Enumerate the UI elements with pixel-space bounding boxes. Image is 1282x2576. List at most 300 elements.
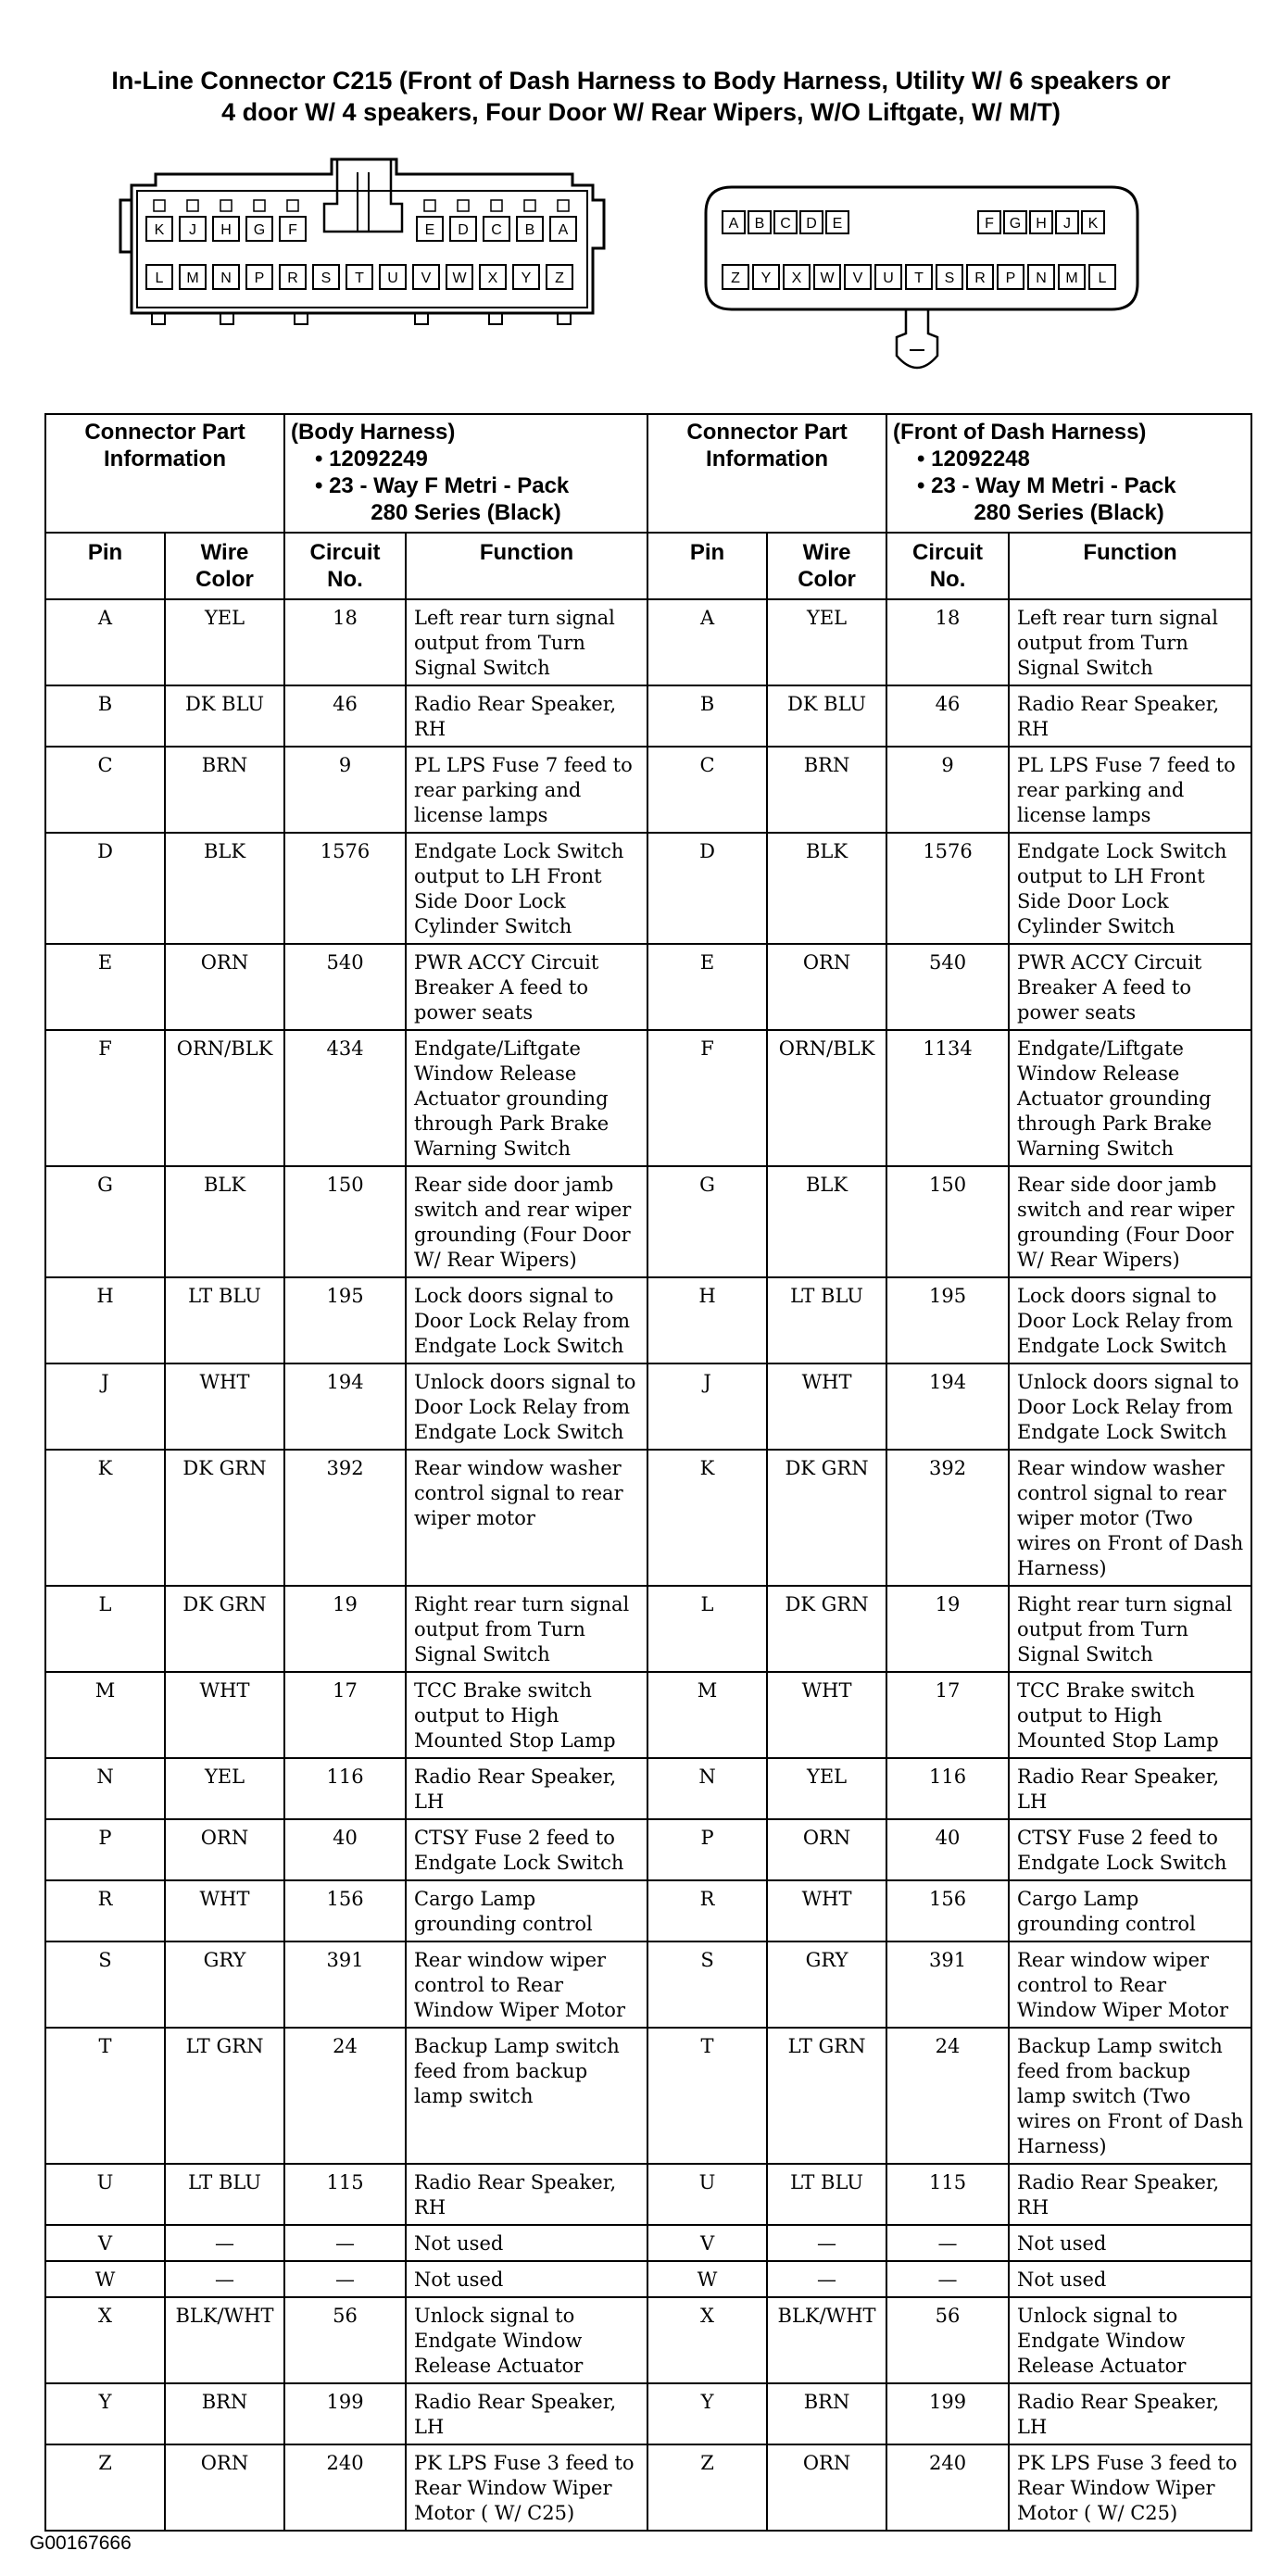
table-row: [45, 2383, 1251, 2444]
left-info-line-2: Information: [104, 446, 226, 471]
connector-pin-K: [1082, 211, 1104, 233]
svg-text:E: E: [424, 222, 435, 238]
pin-cell: S: [647, 1941, 767, 2028]
connector-pin-T: [906, 265, 932, 289]
connector-pin-H: [1030, 211, 1052, 233]
pin-cell: T: [647, 2028, 767, 2164]
connector-pin-L: [146, 265, 172, 289]
function-cell: Radio Rear Speaker, LH: [406, 1758, 647, 1819]
connector-pin-R: [967, 265, 993, 289]
circuit-cell: 9: [886, 747, 1009, 833]
connector-pin-E: [417, 217, 443, 241]
function-cell: Unlock doors signal to Door Lock Relay from Endgate Lock Switch: [406, 1363, 647, 1450]
circuit-cell: 116: [886, 1758, 1009, 1819]
table-row: [45, 1586, 1251, 1672]
function-cell: PK LPS Fuse 3 feed to Rear Window Wiper Motor ( W/ C25): [406, 2444, 647, 2531]
wire-color-cell: ORN: [165, 944, 284, 1030]
pin-cell: R: [647, 1880, 767, 1941]
pin-latch: [287, 200, 298, 211]
circuit-cell: 540: [284, 944, 406, 1030]
wire-color-cell: LT BLU: [767, 2164, 886, 2225]
function-cell: Radio Rear Speaker, RH: [406, 685, 647, 747]
pin-cell: F: [45, 1030, 165, 1166]
circuit-cell: 199: [886, 2383, 1009, 2444]
left-info-line-1: Connector Part: [84, 420, 245, 445]
wire-color-cell: BRN: [165, 747, 284, 833]
col-header-circuit-no: Circuit No.: [886, 533, 1009, 599]
connector-pin-Z: [723, 265, 748, 289]
left-part-number: • 12092249: [315, 446, 428, 471]
wire-color-cell: —: [165, 2225, 284, 2261]
svg-text:K: K: [154, 222, 165, 238]
circuit-cell: 116: [284, 1758, 406, 1819]
table-row: [45, 1363, 1251, 1450]
function-cell: PWR ACCY Circuit Breaker A feed to power seats: [1009, 944, 1251, 1030]
wire-color-cell: DK BLU: [165, 685, 284, 747]
circuit-cell: 40: [886, 1819, 1009, 1880]
svg-text:L: L: [1098, 270, 1107, 286]
circuit-cell: 392: [284, 1450, 406, 1586]
circuit-cell: 19: [284, 1586, 406, 1672]
svg-text:C: C: [780, 216, 791, 232]
svg-text:C: C: [491, 222, 502, 238]
pin-cell: X: [45, 2297, 165, 2383]
wire-color-cell: DK BLU: [767, 685, 886, 747]
pin-cell: U: [45, 2164, 165, 2225]
wire-color-cell: LT BLU: [165, 2164, 284, 2225]
wire-color-cell: WHT: [767, 1672, 886, 1758]
svg-text:H: H: [1036, 216, 1047, 232]
wire-color-cell: ORN/BLK: [767, 1030, 886, 1166]
svg-text:S: S: [944, 270, 955, 286]
wire-color-cell: LT BLU: [165, 1277, 284, 1363]
wire-color-cell: LT BLU: [767, 1277, 886, 1363]
circuit-cell: 391: [284, 1941, 406, 2028]
pin-latch: [424, 200, 435, 211]
svg-text:W: W: [820, 270, 835, 286]
connector-pin-X: [480, 265, 506, 289]
col-header-circuit-no: Circuit No.: [284, 533, 406, 599]
pin-latch: [154, 200, 165, 211]
connector-pin-L: [1089, 265, 1115, 289]
svg-text:V: V: [421, 270, 432, 286]
svg-text:G: G: [253, 222, 266, 238]
female-top-row: [146, 200, 576, 241]
circuit-cell: 24: [284, 2028, 406, 2164]
wire-color-cell: DK GRN: [767, 1586, 886, 1672]
wire-color-cell: WHT: [165, 1880, 284, 1941]
pin-latch: [220, 200, 232, 211]
connector-pin-C: [774, 211, 797, 233]
wire-color-cell: DK GRN: [165, 1450, 284, 1586]
left-harness-name: (Body Harness): [291, 420, 456, 445]
pin-cell: M: [647, 1672, 767, 1758]
svg-text:R: R: [974, 270, 986, 286]
pin-cell: S: [45, 1941, 165, 2028]
pin-cell: N: [647, 1758, 767, 1819]
function-cell: PL LPS Fuse 7 feed to rear parking and license lamps: [406, 747, 647, 833]
function-cell: Left rear turn signal output from Turn Signal Switch: [406, 599, 647, 685]
connector-pin-B: [517, 217, 543, 241]
pin-cell: L: [647, 1586, 767, 1672]
circuit-cell: 434: [284, 1030, 406, 1166]
right-connector-series: 280 Series (Black): [974, 500, 1164, 525]
svg-text:Y: Y: [760, 270, 772, 286]
svg-text:H: H: [220, 222, 232, 238]
circuit-cell: 391: [886, 1941, 1009, 2028]
connector-pin-B: [748, 211, 771, 233]
wire-color-cell: YEL: [165, 1758, 284, 1819]
svg-text:Y: Y: [521, 270, 532, 286]
wire-color-cell: —: [767, 2225, 886, 2261]
wire-color-cell: DK GRN: [767, 1450, 886, 1586]
svg-text:X: X: [487, 270, 498, 286]
function-cell: PL LPS Fuse 7 feed to rear parking and license lamps: [1009, 747, 1251, 833]
left-connector-type: • 23 - Way F Metri - Pack: [315, 473, 570, 498]
function-cell: Not used: [406, 2261, 647, 2297]
function-cell: Not used: [1009, 2225, 1251, 2261]
svg-text:V: V: [852, 270, 863, 286]
svg-text:X: X: [791, 270, 802, 286]
wire-color-cell: BLK: [767, 833, 886, 944]
svg-text:Z: Z: [731, 270, 740, 286]
svg-text:A: A: [728, 216, 739, 232]
svg-text:D: D: [458, 222, 469, 238]
pin-cell: J: [45, 1363, 165, 1450]
pin-latch: [254, 200, 265, 211]
pin-cell: M: [45, 1672, 165, 1758]
col-header-function: Function: [1009, 533, 1251, 599]
function-cell: Endgate Lock Switch output to LH Front Side Door Lock Cylinder Switch: [1009, 833, 1251, 944]
svg-text:L: L: [155, 270, 164, 286]
right-info-line-1: Connector Part: [686, 420, 848, 445]
function-cell: CTSY Fuse 2 feed to Endgate Lock Switch: [406, 1819, 647, 1880]
circuit-cell: 240: [284, 2444, 406, 2531]
connector-pin-N: [1028, 265, 1054, 289]
svg-text:N: N: [1036, 270, 1047, 286]
svg-text:F: F: [288, 222, 297, 238]
col-header-pin: Pin: [45, 533, 165, 599]
function-cell: Unlock signal to Endgate Window Release Actuator: [1009, 2297, 1251, 2383]
pin-cell: L: [45, 1586, 165, 1672]
circuit-cell: —: [284, 2225, 406, 2261]
circuit-cell: 46: [886, 685, 1009, 747]
pin-cell: E: [647, 944, 767, 1030]
connector-pin-T: [346, 265, 372, 289]
left-connector-series: 280 Series (Black): [371, 500, 561, 525]
svg-text:B: B: [524, 222, 535, 238]
svg-text:J: J: [1063, 216, 1071, 232]
connector-pin-H: [213, 217, 239, 241]
circuit-cell: 195: [284, 1277, 406, 1363]
connector-pin-G: [246, 217, 272, 241]
pin-cell: Z: [45, 2444, 165, 2531]
connector-pin-S: [936, 265, 962, 289]
circuit-cell: 1576: [886, 833, 1009, 944]
table-row: [45, 1030, 1251, 1166]
table-row: [45, 2164, 1251, 2225]
connector-pin-P: [998, 265, 1024, 289]
function-cell: Radio Rear Speaker, LH: [1009, 1758, 1251, 1819]
function-cell: PK LPS Fuse 3 feed to Rear Window Wiper Motor ( W/ C25): [1009, 2444, 1251, 2531]
function-cell: Endgate Lock Switch output to LH Front Side Door Lock Cylinder Switch: [406, 833, 647, 944]
pin-latch: [558, 200, 569, 211]
svg-text:T: T: [914, 270, 924, 286]
title-line-1: In-Line Connector C215 (Front of Dash Harness to Body Harness, Utility W/ 6 speakers or: [111, 67, 1171, 94]
circuit-cell: 194: [886, 1363, 1009, 1450]
pin-cell: W: [45, 2261, 165, 2297]
connector-pin-J: [1056, 211, 1078, 233]
wire-color-cell: ORN: [767, 944, 886, 1030]
wire-color-cell: BRN: [165, 2383, 284, 2444]
wire-color-cell: —: [165, 2261, 284, 2297]
circuit-cell: 150: [886, 1166, 1009, 1277]
table-row: [45, 2225, 1251, 2261]
function-cell: Cargo Lamp grounding control: [1009, 1880, 1251, 1941]
right-part-number: • 12092248: [917, 446, 1030, 471]
svg-text:E: E: [832, 216, 843, 232]
connector-info-header: [45, 414, 1251, 533]
connector-pin-F: [978, 211, 1000, 233]
connector-pin-V: [845, 265, 871, 289]
male-bottom-row: [723, 265, 1115, 289]
function-cell: TCC Brake switch output to High Mounted Stop Lamp: [1009, 1672, 1251, 1758]
wire-color-cell: WHT: [165, 1672, 284, 1758]
svg-text:J: J: [189, 222, 196, 238]
pin-cell: C: [647, 747, 767, 833]
connector-pin-M: [1059, 265, 1085, 289]
pin-cell: B: [647, 685, 767, 747]
circuit-cell: —: [886, 2225, 1009, 2261]
wire-color-cell: BLK: [767, 1166, 886, 1277]
wire-color-cell: YEL: [165, 599, 284, 685]
function-cell: Not used: [406, 2225, 647, 2261]
function-cell: Radio Rear Speaker, RH: [1009, 2164, 1251, 2225]
function-cell: Rear window washer control signal to rear wiper motor (Two wires on Front of Dash Harness): [1009, 1450, 1251, 1586]
svg-text:P: P: [1005, 270, 1016, 286]
connector-pin-W: [814, 265, 840, 289]
function-cell: PWR ACCY Circuit Breaker A feed to power seats: [406, 944, 647, 1030]
circuit-cell: 540: [886, 944, 1009, 1030]
connector-pin-M: [180, 265, 206, 289]
table-row: [45, 2444, 1251, 2531]
connector-pin-C: [484, 217, 509, 241]
pin-latch: [458, 200, 469, 211]
function-cell: Backup Lamp switch feed from backup lamp switch (Two wires on Front of Dash Harness): [1009, 2028, 1251, 2164]
function-cell: Backup Lamp switch feed from backup lamp switch: [406, 2028, 647, 2164]
connector-pin-E: [826, 211, 848, 233]
connector-pin-Y: [513, 265, 539, 289]
pin-cell: U: [647, 2164, 767, 2225]
connector-pin-F: [280, 217, 306, 241]
wire-color-cell: ORN: [165, 1819, 284, 1880]
right-connector-info-cell: [647, 414, 886, 533]
wire-color-cell: ORN: [767, 2444, 886, 2531]
column-header-row: [45, 533, 1251, 599]
svg-text:U: U: [387, 270, 398, 286]
wire-color-cell: BLK/WHT: [767, 2297, 886, 2383]
table-row: [45, 1166, 1251, 1277]
female-connector-diagram: [119, 156, 619, 341]
circuit-cell: 9: [284, 747, 406, 833]
table-row: [45, 1758, 1251, 1819]
circuit-cell: 156: [284, 1880, 406, 1941]
circuit-cell: 195: [886, 1277, 1009, 1363]
function-cell: CTSY Fuse 2 feed to Endgate Lock Switch: [1009, 1819, 1251, 1880]
svg-text:M: M: [186, 270, 199, 286]
pin-latch: [524, 200, 535, 211]
svg-text:T: T: [355, 270, 364, 286]
function-cell: Rear side door jamb switch and rear wiper grounding (Four Door W/ Rear Wipers): [406, 1166, 647, 1277]
function-cell: Radio Rear Speaker, LH: [406, 2383, 647, 2444]
svg-text:N: N: [220, 270, 232, 286]
table-row: [45, 599, 1251, 685]
pin-cell: K: [647, 1450, 767, 1586]
connector-pin-S: [313, 265, 339, 289]
female-connector-drawing: [119, 156, 619, 341]
pin-cell: E: [45, 944, 165, 1030]
table-row: [45, 2028, 1251, 2164]
right-connector-type: • 23 - Way M Metri - Pack: [917, 473, 1176, 498]
pin-cell: W: [647, 2261, 767, 2297]
col-header-function: Function: [406, 533, 647, 599]
pin-cell: H: [647, 1277, 767, 1363]
connector-pin-J: [180, 217, 206, 241]
function-cell: Endgate/Liftgate Window Release Actuator grounding through Park Brake Warning Switch: [406, 1030, 647, 1166]
svg-text:M: M: [1065, 270, 1078, 286]
pin-cell: R: [45, 1880, 165, 1941]
connector-pin-U: [380, 265, 406, 289]
svg-text:K: K: [1087, 216, 1099, 232]
connector-pin-D: [800, 211, 823, 233]
circuit-cell: 156: [886, 1880, 1009, 1941]
pin-cell: Y: [647, 2383, 767, 2444]
wire-color-cell: YEL: [767, 599, 886, 685]
pin-cell: Z: [647, 2444, 767, 2531]
col-header-wire-color: Wire Color: [767, 533, 886, 599]
pin-cell: G: [45, 1166, 165, 1277]
svg-text:P: P: [254, 270, 265, 286]
function-cell: TCC Brake switch output to High Mounted Stop Lamp: [406, 1672, 647, 1758]
wire-color-cell: BLK: [165, 833, 284, 944]
pin-cell: P: [45, 1819, 165, 1880]
circuit-cell: 392: [886, 1450, 1009, 1586]
col-header-pin: Pin: [647, 533, 767, 599]
pin-cell: N: [45, 1758, 165, 1819]
circuit-cell: 56: [886, 2297, 1009, 2383]
right-harness-info-cell: [886, 414, 1251, 533]
table-row: [45, 1672, 1251, 1758]
connector-pin-G: [1004, 211, 1026, 233]
circuit-cell: 115: [886, 2164, 1009, 2225]
function-cell: Not used: [1009, 2261, 1251, 2297]
right-harness-name: (Front of Dash Harness): [893, 420, 1147, 445]
function-cell: Radio Rear Speaker, RH: [1009, 685, 1251, 747]
connector-pin-A: [723, 211, 745, 233]
pin-cell: V: [647, 2225, 767, 2261]
svg-text:B: B: [754, 216, 765, 232]
wire-color-cell: ORN: [767, 1819, 886, 1880]
circuit-cell: 19: [886, 1586, 1009, 1672]
svg-text:S: S: [320, 270, 332, 286]
left-connector-info-cell: [45, 414, 284, 533]
function-cell: Rear window wiper control to Rear Window Wiper Motor: [1009, 1941, 1251, 2028]
circuit-cell: —: [284, 2261, 406, 2297]
circuit-cell: 56: [284, 2297, 406, 2383]
pin-cell: X: [647, 2297, 767, 2383]
male-connector-diagram: [695, 174, 1149, 387]
function-cell: Radio Rear Speaker, LH: [1009, 2383, 1251, 2444]
left-harness-info-cell: [284, 414, 647, 533]
connector-pin-K: [146, 217, 172, 241]
pin-cell: J: [647, 1363, 767, 1450]
pin-cell: D: [45, 833, 165, 944]
function-cell: Unlock doors signal to Door Lock Relay from Endgate Lock Switch: [1009, 1363, 1251, 1450]
table-row: [45, 944, 1251, 1030]
function-cell: Right rear turn signal output from Turn Signal Switch: [406, 1586, 647, 1672]
pin-latch: [491, 200, 502, 211]
circuit-cell: 17: [886, 1672, 1009, 1758]
wire-color-cell: LT GRN: [165, 2028, 284, 2164]
pin-cell: K: [45, 1450, 165, 1586]
pin-cell: D: [647, 833, 767, 944]
connector-pin-X: [784, 265, 810, 289]
circuit-cell: 199: [284, 2383, 406, 2444]
wire-color-cell: ORN: [165, 2444, 284, 2531]
svg-text:U: U: [883, 270, 894, 286]
function-cell: Rear window washer control signal to rear wiper motor: [406, 1450, 647, 1586]
table-row: [45, 1941, 1251, 2028]
function-cell: Endgate/Liftgate Window Release Actuator grounding through Park Brake Warning Switch: [1009, 1030, 1251, 1166]
pin-cell: G: [647, 1166, 767, 1277]
table-row: [45, 1277, 1251, 1363]
circuit-cell: 18: [886, 599, 1009, 685]
function-cell: Unlock signal to Endgate Window Release Actuator: [406, 2297, 647, 2383]
pin-cell: A: [647, 599, 767, 685]
circuit-cell: 40: [284, 1819, 406, 1880]
table-row: [45, 747, 1251, 833]
table-row: [45, 833, 1251, 944]
table-row: [45, 2297, 1251, 2383]
figure-id: G00167666: [30, 2532, 132, 2554]
svg-text:F: F: [985, 216, 994, 232]
function-cell: Left rear turn signal output from Turn Signal Switch: [1009, 599, 1251, 685]
connector-pin-Z: [547, 265, 572, 289]
function-cell: Lock doors signal to Door Lock Relay from Endgate Lock Switch: [1009, 1277, 1251, 1363]
svg-text:D: D: [806, 216, 817, 232]
wire-color-cell: ORN/BLK: [165, 1030, 284, 1166]
table-row: [45, 2261, 1251, 2297]
table-row: [45, 685, 1251, 747]
connector-pin-Y: [753, 265, 779, 289]
circuit-cell: 24: [886, 2028, 1009, 2164]
function-cell: Rear side door jamb switch and rear wiper grounding (Four Door W/ Rear Wipers): [1009, 1166, 1251, 1277]
wire-color-cell: DK GRN: [165, 1586, 284, 1672]
table-row: [45, 1880, 1251, 1941]
svg-text:W: W: [452, 270, 467, 286]
pin-cell: P: [647, 1819, 767, 1880]
connector-pin-R: [280, 265, 306, 289]
pin-cell: Y: [45, 2383, 165, 2444]
pin-cell: F: [647, 1030, 767, 1166]
svg-text:A: A: [558, 222, 569, 238]
title-line-2: 4 door W/ 4 speakers, Four Door W/ Rear Wipers, W/O Liftgate, W/ M/T): [221, 98, 1061, 126]
wire-color-cell: —: [767, 2261, 886, 2297]
pin-cell: C: [45, 747, 165, 833]
circuit-cell: —: [886, 2261, 1009, 2297]
function-cell: Radio Rear Speaker, RH: [406, 2164, 647, 2225]
male-top-row: [723, 211, 1104, 233]
